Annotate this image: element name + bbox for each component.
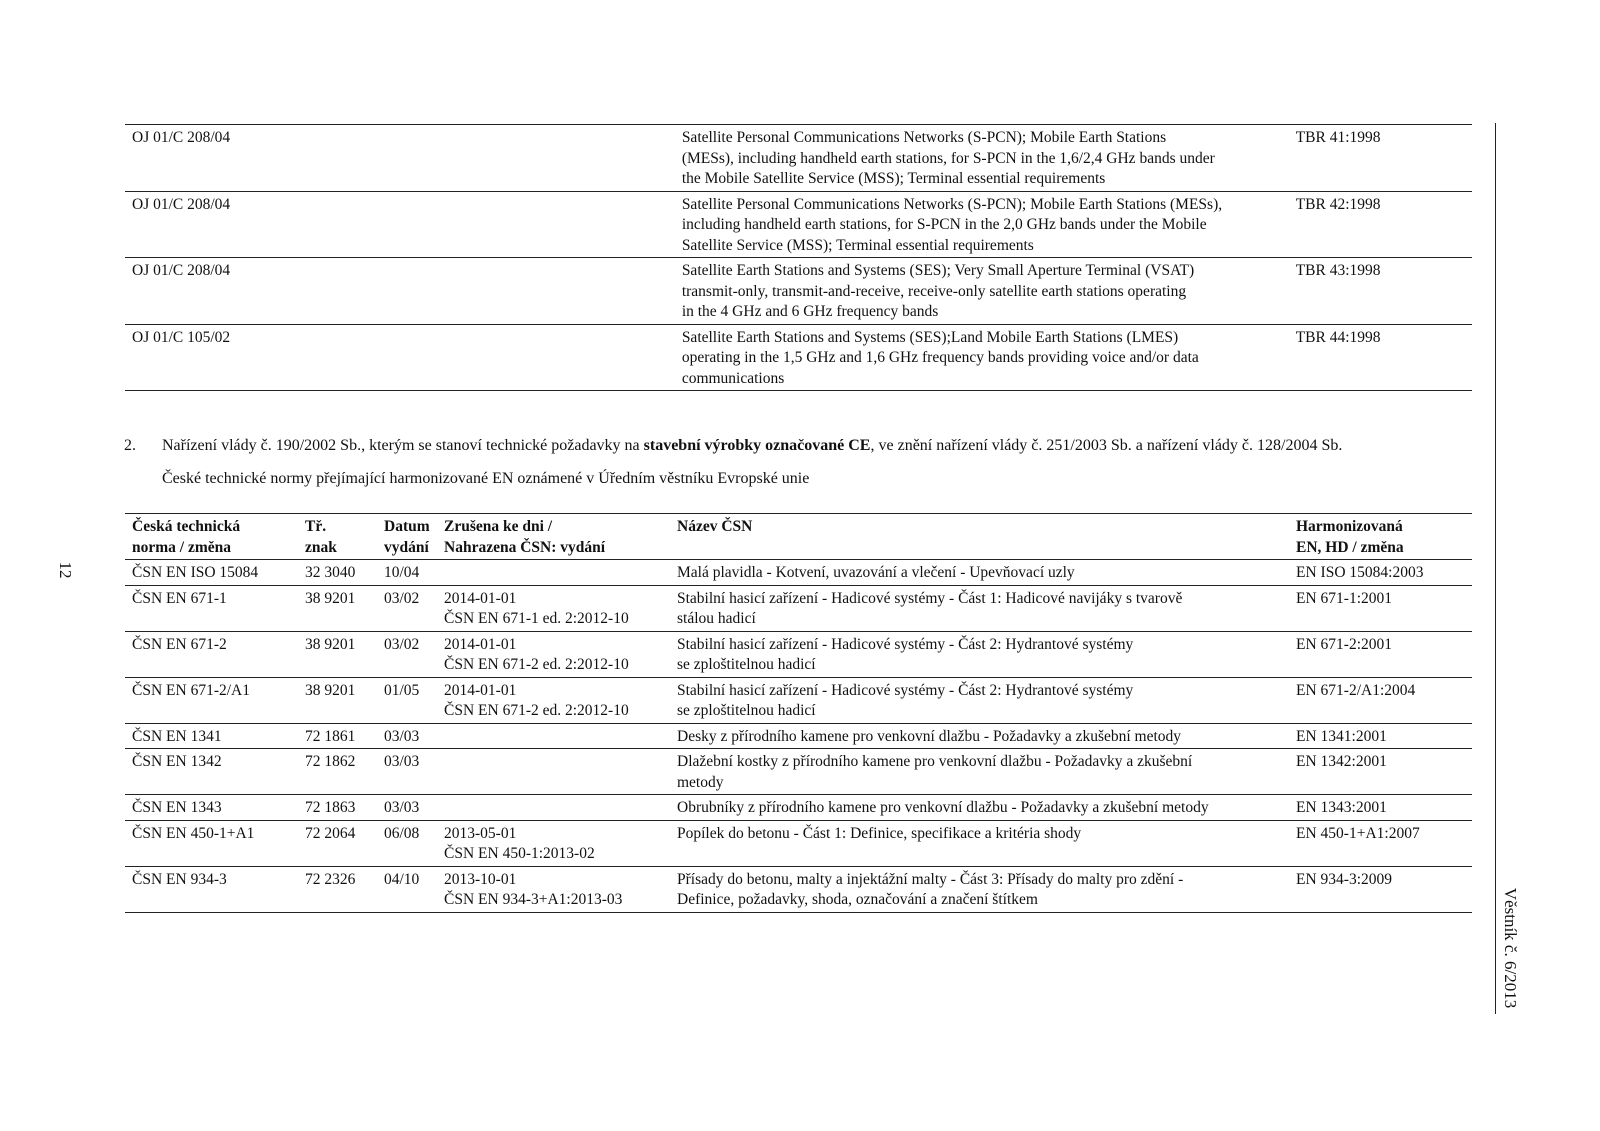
norm-cell: ČSN EN 671-2/A1 — [125, 677, 298, 723]
section-number: 2. — [124, 437, 136, 454]
datum-cell: 03/03 — [377, 723, 437, 749]
en-cell: EN 671-2:2001 — [1289, 631, 1472, 677]
znak-cell: 72 1862 — [298, 749, 377, 795]
ref-cell: TBR 44:1998 — [1289, 324, 1472, 391]
page-number: 12 — [56, 561, 75, 579]
header-znak: Tř. znak — [298, 514, 377, 560]
table-row — [125, 820, 1472, 866]
datum-cell: 03/02 — [377, 585, 437, 631]
table-row — [125, 723, 1472, 749]
oj-cell: OJ 01/C 105/02 — [125, 324, 675, 391]
norm-cell: ČSN EN 671-2 — [125, 631, 298, 677]
title-cell: Satellite Earth Stations and Systems (SES);Land Mobile Earth Stations (LMES) operating in the 1,5 GHz and 1,6 GHz frequency bands providing voice and/or data communications — [675, 324, 1289, 391]
zrusena-cell: 2014-01-01 ČSN EN 671-2 ed. 2:2012-10 — [437, 631, 670, 677]
zrusena-cell — [437, 723, 670, 749]
zrusena-cell — [437, 795, 670, 821]
en-cell: EN 671-1:2001 — [1289, 585, 1472, 631]
en-cell: EN ISO 15084:2003 — [1296, 564, 1424, 581]
section-heading — [162, 436, 1482, 456]
en-cell: EN 671-2/A1:2004 — [1289, 677, 1472, 723]
norm-cell: ČSN EN 934-3 — [125, 866, 298, 912]
ref-cell: TBR 41:1998 — [1295, 129, 1381, 146]
zrusena-cell — [437, 749, 670, 795]
en-cell: EN 1341:2001 — [1289, 723, 1472, 749]
section-text-before: Nařízení vlády č. 190/2002 Sb., kterým se stanoví technické požadavky na — [162, 437, 644, 454]
tbr-table — [125, 124, 1472, 391]
norm-cell: ČSN EN ISO 15084 — [132, 564, 259, 581]
norm-cell: ČSN EN 450-1+A1 — [125, 820, 298, 866]
norms-table — [125, 513, 1472, 913]
section-text-bold: stavební výrobky označované CE — [643, 437, 871, 454]
table-row — [125, 866, 1472, 912]
header-norm: Česká technická norma / změna — [125, 514, 298, 560]
en-cell: EN 450-1+A1:2007 — [1289, 820, 1472, 866]
journal-side-label: Věstník č. 6/2013 — [1501, 887, 1520, 1009]
znak-cell: 72 2326 — [298, 866, 377, 912]
norm-cell: ČSN EN 671-1 — [125, 585, 298, 631]
nazev-cell: Stabilní hasicí zařízení - Hadicové systémy - Část 1: Hadicové navijáky s tvarově stálou hadicí — [670, 585, 1289, 631]
ref-cell: TBR 42:1998 — [1289, 191, 1472, 258]
norm-cell: ČSN EN 1341 — [125, 723, 298, 749]
oj-cell: OJ 01/C 208/04 — [125, 191, 675, 258]
norm-cell: ČSN EN 1343 — [125, 795, 298, 821]
zrusena-cell: 2013-05-01 ČSN EN 450-1:2013-02 — [437, 820, 670, 866]
znak-cell: 38 9201 — [298, 631, 377, 677]
datum-cell: 04/10 — [377, 866, 437, 912]
norm-cell: ČSN EN 1342 — [125, 749, 298, 795]
header-nazev: Název ČSN — [670, 514, 1289, 560]
nazev-cell: Malá plavidla - Kotvení, uvazování a vlečení - Upevňovací uzly — [677, 564, 1075, 581]
nazev-cell: Popílek do betonu - Část 1: Definice, specifikace a kritéria shody — [670, 820, 1289, 866]
datum-cell: 03/02 — [377, 631, 437, 677]
en-cell: EN 1343:2001 — [1289, 795, 1472, 821]
table-row — [125, 125, 1472, 192]
nazev-cell: Desky z přírodního kamene pro venkovní dlažbu - Požadavky a zkušební metody — [670, 723, 1289, 749]
zrusena-cell — [437, 560, 670, 586]
ref-cell: TBR 43:1998 — [1289, 258, 1472, 325]
znak-cell: 72 1861 — [298, 723, 377, 749]
title-cell: Satellite Personal Communications Networks (S-PCN); Mobile Earth Stations (MESs), including handheld earth stations, for S-PCN in the 1,6/2,4 GHz bands under the Mobile Satellite Service (MSS); Terminal essential requirements — [681, 129, 1215, 187]
table-row — [125, 677, 1472, 723]
znak-cell: 38 9201 — [298, 677, 377, 723]
nazev-cell: Obrubníky z přírodního kamene pro venkovní dlažbu - Požadavky a zkušební metody — [670, 795, 1289, 821]
oj-cell: OJ 01/C 208/04 — [132, 129, 231, 146]
title-cell: Satellite Personal Communications Networks (S-PCN); Mobile Earth Stations (MESs), including handheld earth stations, for S-PCN in the 2,0 GHz bands under the Mobile Satellite Service (MSS); Terminal essential requirements — [675, 191, 1289, 258]
zrusena-cell: 2014-01-01 ČSN EN 671-2 ed. 2:2012-10 — [437, 677, 670, 723]
header-en: Harmonizovaná EN, HD / změna — [1289, 514, 1472, 560]
table-row — [125, 191, 1472, 258]
datum-cell: 06/08 — [377, 820, 437, 866]
en-cell: EN 934-3:2009 — [1289, 866, 1472, 912]
znak-cell: 38 9201 — [298, 585, 377, 631]
table-row — [125, 258, 1472, 325]
section-text-after: , ve znění nařízení vlády č. 251/2003 Sb. a nařízení vlády č. 128/2004 Sb. — [870, 437, 1343, 454]
side-rule — [1495, 123, 1496, 1014]
en-cell: EN 1342:2001 — [1289, 749, 1472, 795]
zrusena-cell: 2014-01-01 ČSN EN 671-1 ed. 2:2012-10 — [437, 585, 670, 631]
zrusena-cell: 2013-10-01 ČSN EN 934-3+A1:2013-03 — [437, 866, 670, 912]
table-row — [125, 749, 1472, 795]
znak-cell: 72 2064 — [298, 820, 377, 866]
oj-cell: OJ 01/C 208/04 — [125, 258, 675, 325]
znak-cell: 32 3040 — [305, 564, 356, 581]
nazev-cell: Stabilní hasicí zařízení - Hadicové systémy - Část 2: Hydrantové systémy se zploštitelnou hadicí — [670, 631, 1289, 677]
datum-cell: 01/05 — [377, 677, 437, 723]
title-cell: Satellite Earth Stations and Systems (SES); Very Small Aperture Terminal (VSAT) transmit-only, transmit-and-receive, receive-only satellite earth stations operating in the 4 GHz and 6 GHz frequency bands — [675, 258, 1289, 325]
nazev-cell: Dlažební kostky z přírodního kamene pro venkovní dlažbu - Požadavky a zkušební metody — [670, 749, 1289, 795]
nazev-cell: Přísady do betonu, malty a injektážní malty - Část 3: Přísady do malty pro zdění - Definice, požadavky, shoda, označování a značení štítkem — [670, 866, 1289, 912]
table-row — [125, 795, 1472, 821]
datum-cell: 03/03 — [377, 749, 437, 795]
table-row — [125, 560, 1472, 586]
nazev-cell: Stabilní hasicí zařízení - Hadicové systémy - Část 2: Hydrantové systémy se zploštitelnou hadicí — [670, 677, 1289, 723]
header-datum: Datum vydání — [377, 514, 437, 560]
datum-cell: 03/03 — [377, 795, 437, 821]
znak-cell: 72 1863 — [298, 795, 377, 821]
datum-cell: 10/04 — [384, 564, 420, 581]
table-row — [125, 631, 1472, 677]
table-row — [125, 585, 1472, 631]
table-row — [125, 324, 1472, 391]
section-subtitle: České technické normy přejímající harmonizované EN oznámené v Úředním věstníku Evropské unie — [162, 470, 810, 487]
header-zrusena: Zrušena ke dni / Nahrazena ČSN: vydání — [437, 514, 670, 560]
table-header-row — [125, 514, 1472, 560]
